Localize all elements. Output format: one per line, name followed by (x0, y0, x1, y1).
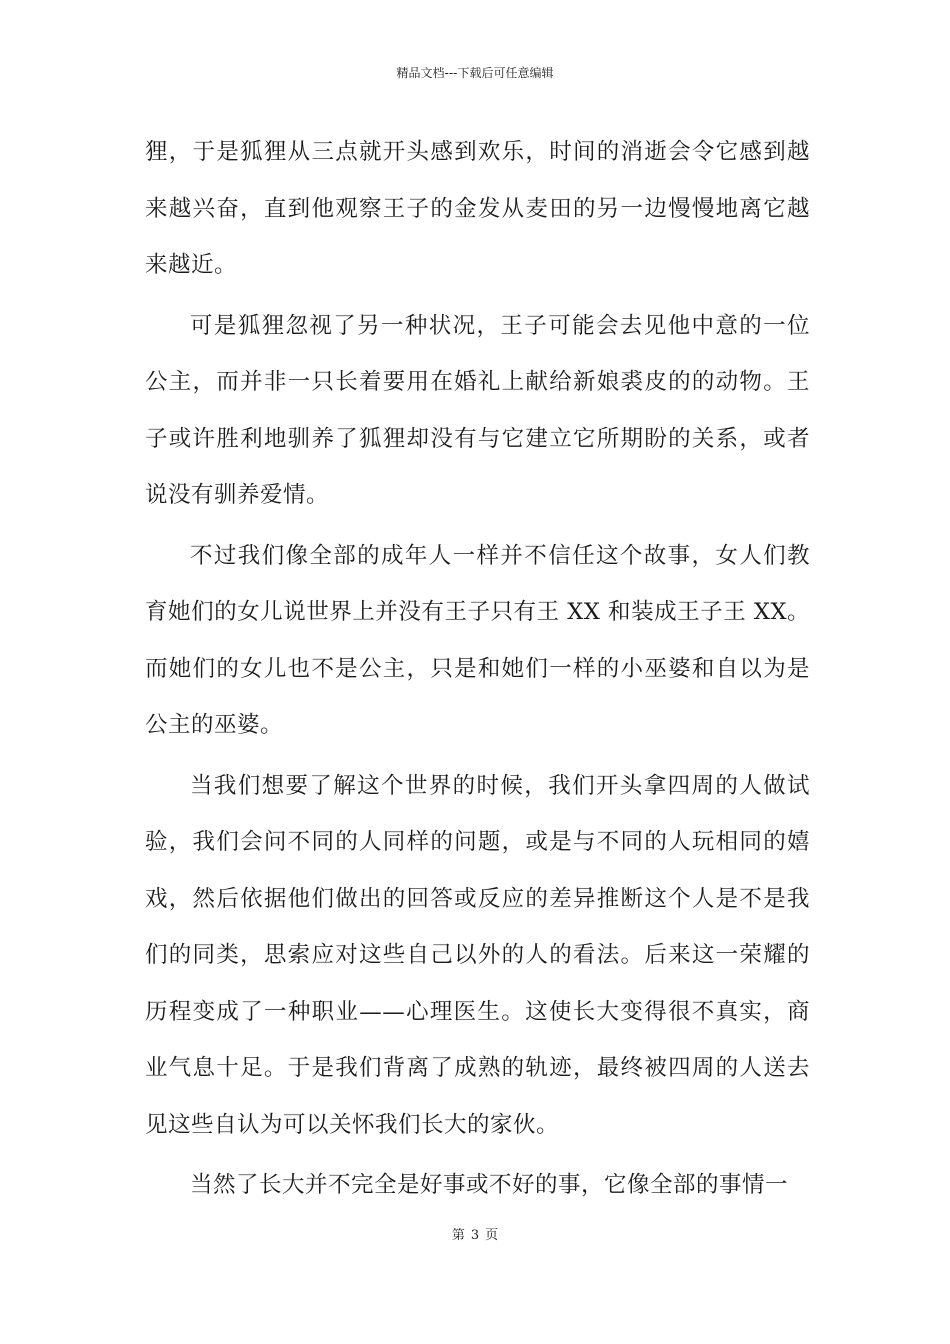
page-number: 3 (470, 1228, 480, 1243)
page-number-suffix: 页 (485, 1228, 499, 1243)
paragraph-5: 当然了长大并不完全是好事或不好的事，它像全部的事情一 (190, 1172, 789, 1198)
paragraph-3: 不过我们像全部的成年人一样并不信任这个故事，女人们教育她们的女儿说世界上并没有王子只有王 XX 和装成王子王 XX。而她们的女儿也不是公主，只是和她们一样的小巫婆和自以为是公主的巫婆。 (145, 542, 810, 738)
page-number-prefix: 第 (451, 1228, 465, 1243)
page-footer (0, 1226, 950, 1246)
paragraph-2: 可是狐狸忽视了另一种状况，王子可能会去见他中意的一位公主，而并非一只长着要用在婚礼上献给新娘裘皮的的动物。王子或许胜利地驯养了狐狸却没有与它建立它所期盼的关系，或者说没有驯养爱情。 (145, 312, 810, 508)
document-body (145, 124, 810, 1218)
paragraph-1: 狸，于是狐狸从三点就开头感到欢乐，时间的消逝会令它感到越来越兴奋，直到他观察王子的金发从麦田的另一边慢慢地离它越来越近。 (145, 139, 810, 278)
page-header: 精品文档---下载后可任意编辑 (396, 66, 554, 80)
paragraph-4: 当我们想要了解这个世界的时候，我们开头拿四周的人做试验，我们会问不同的人同样的问题，或是与不同的人玩相同的嬉戏，然后依据他们做出的回答或反应的差异推断这个人是不是我们的同类，思索应对这些自己以外的人的看法。后来这一荣耀的历程变成了一种职业——心理医生。这使长大变得很不真实，商业气息十足。于是我们背离了成熟的轨迹，最终被四周的人送去见这些自认为可以关怀我们长大的家伙。 (145, 772, 810, 1138)
